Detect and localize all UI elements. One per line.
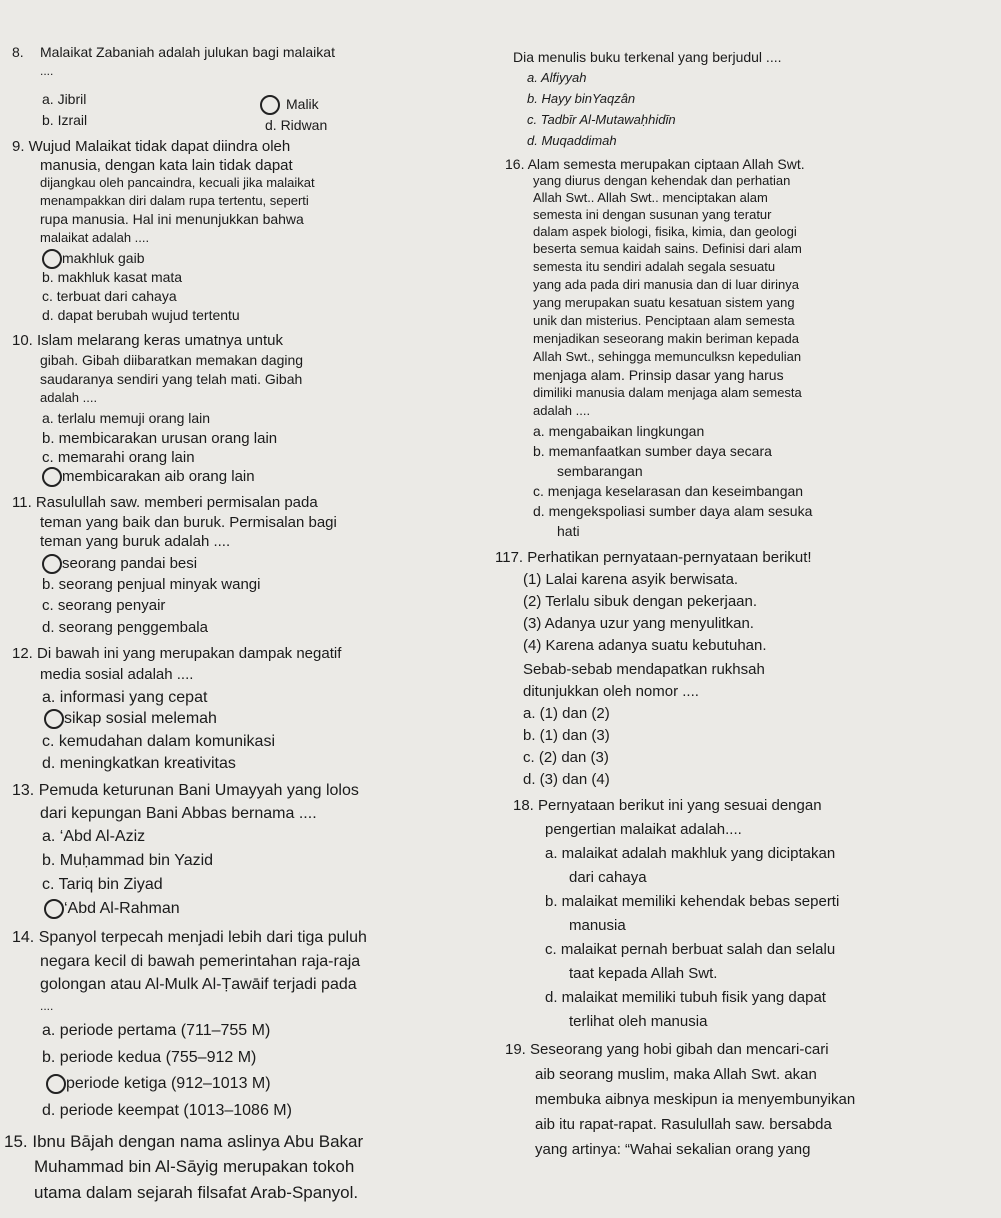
text-line: dalam aspek biologi, fisika, kimia, dan geologi (533, 224, 797, 239)
text-line: yang diurus dengan kehendak dan perhatian (533, 173, 791, 188)
text-line: beserta semua kaidah sains. Definisi dari alam (533, 241, 802, 256)
text-line: dari kepungan Bani Abbas bernama .... (40, 805, 317, 822)
text-line: yang merupakan suatu kesatuan sistem yang (533, 295, 795, 310)
text-line: d. mengekspoliasi sumber daya alam sesuka (533, 503, 813, 519)
text-line: c. Tadbīr Al-Mutawaḥhidīn (527, 112, 676, 127)
text-line: 12. Di bawah ini yang merupakan dampak negatif (12, 645, 342, 662)
text-line: menjadikan seseorang makin beriman kepada (533, 331, 799, 346)
text-line: golongan atau Al-Mulk Al-Ṭawāif terjadi pada (40, 976, 357, 993)
text-line: sikap sosial melemah (64, 710, 217, 727)
answer-mark (42, 249, 62, 269)
text-line: Malik (286, 96, 319, 112)
text-line: 14. Spanyol terpecah menjadi lebih dari tiga puluh (12, 929, 367, 946)
text-line: menjaga alam. Prinsip dasar yang harus (533, 367, 784, 383)
text-line: Dia menulis buku terkenal yang berjudul .... (513, 49, 782, 65)
text-line: .... (40, 999, 54, 1013)
text-line: yang artinya: “Wahai sekalian orang yang (535, 1141, 811, 1158)
text-line: .... (40, 64, 54, 78)
text-line: b. periode kedua (755–912 M) (42, 1049, 257, 1066)
text-line: 8. (12, 44, 24, 60)
text-line: manusia (569, 917, 626, 934)
text-line: a. informasi yang cepat (42, 689, 208, 706)
text-line: c. memarahi orang lain (42, 449, 195, 466)
text-line: teman yang buruk adalah .... (40, 533, 231, 550)
text-line: sembarangan (557, 463, 643, 479)
text-line: a. ‘Abd Al-Aziz (42, 828, 146, 845)
text-line: (1) Lalai karena asyik berwisata. (523, 571, 739, 588)
text-line: b. malaikat memiliki kehendak bebas seperti (545, 893, 840, 910)
text-line: c. kemudahan dalam komunikasi (42, 733, 276, 750)
text-line: makhluk gaib (62, 250, 145, 266)
text-line: dari cahaya (569, 869, 647, 886)
text-line: dimiliki manusia dalam menjaga alam semesta (533, 385, 802, 400)
text-line: a. (1) dan (2) (523, 705, 610, 722)
text-line: (3) Adanya uzur yang menyulitkan. (523, 615, 754, 632)
text-line: d. meningkatkan kreativitas (42, 755, 236, 772)
text-line: b. Izrail (42, 112, 88, 128)
text-line: aib itu rapat-rapat. Rasulullah saw. bersabda (535, 1116, 832, 1133)
text-line: hati (557, 523, 580, 539)
text-line: b. Muḥammad bin Yazid (42, 852, 214, 869)
text-line: utama dalam sejarah filsafat Arab-Spanyol. (34, 1183, 359, 1202)
answer-mark (42, 554, 62, 574)
text-line: Allah Swt.. Allah Swt.. menciptakan alam (533, 190, 768, 205)
text-line: b. memanfaatkan sumber daya secara (533, 443, 772, 459)
text-line: c. malaikat pernah berbuat salah dan selalu (545, 941, 836, 958)
text-line: d. malaikat memiliki tubuh fisik yang dapat (545, 989, 826, 1006)
text-line: a. mengabaikan lingkungan (533, 423, 705, 439)
text-line: c. terbuat dari cahaya (42, 288, 177, 304)
text-line: Muhammad bin Al-Sāyig merupakan tokoh (34, 1157, 355, 1176)
text-line: c. menjaga keselarasan dan keseimbangan (533, 483, 804, 499)
text-line: membuka aibnya meskipun ia menyembunyikan (535, 1091, 856, 1108)
text-line: 19. Seseorang yang hobi gibah dan mencari-cari (505, 1041, 829, 1058)
text-line: ‘Abd Al-Rahman (64, 900, 180, 917)
text-line: gibah. Gibah diibaratkan memakan daging (40, 352, 304, 368)
text-line: d. dapat berubah wujud tertentu (42, 307, 240, 323)
text-line: 117. Perhatikan pernyataan-pernyataan berikut! (495, 549, 812, 566)
text-line: malaikat adalah .... (40, 230, 150, 245)
text-line: b. membicarakan urusan orang lain (42, 430, 278, 447)
text-line: a. Jibril (42, 91, 87, 107)
text-line: saudaranya sendiri yang telah mati. Gibah (40, 371, 303, 387)
text-line: semesta ini dengan susunan yang teratur (533, 207, 772, 222)
text-line: menampakkan diri dalam rupa tertentu, seperti (40, 193, 309, 208)
text-line: membicarakan aib orang lain (62, 468, 255, 485)
text-line: (2) Terlalu sibuk dengan pekerjaan. (523, 593, 758, 610)
text-line: media sosial adalah .... (40, 666, 194, 683)
text-line: manusia, dengan kata lain tidak dapat (40, 157, 293, 174)
text-line: teman yang baik dan buruk. Permisalan bagi (40, 514, 337, 531)
text-line: seorang pandai besi (62, 555, 198, 572)
text-line: a. Alfiyyah (527, 70, 587, 85)
text-line: periode ketiga (912–1013 M) (66, 1075, 271, 1092)
answer-mark (44, 899, 64, 919)
text-line: 11. Rasulullah saw. memberi permisalan pada (12, 494, 318, 511)
text-line: adalah .... (40, 390, 98, 405)
text-line: dijangkau oleh pancaindra, kecuali jika malaikat (40, 175, 315, 190)
text-line: a. periode pertama (711–755 M) (42, 1022, 271, 1039)
text-line: Sebab-sebab mendapatkan rukhsah (523, 661, 765, 678)
text-line: 9. Wujud Malaikat tidak dapat diindra oleh (12, 138, 291, 155)
answer-mark (46, 1074, 66, 1094)
text-line: 16. Alam semesta merupakan ciptaan Allah Swt. (505, 156, 805, 172)
answer-mark (44, 709, 64, 729)
text-line: d. Muqaddimah (527, 133, 617, 148)
text-line: a. malaikat adalah makhluk yang diciptakan (545, 845, 836, 862)
text-line: d. periode keempat (1013–1086 M) (42, 1102, 292, 1119)
text-line: c. Tariq bin Ziyad (42, 876, 163, 893)
text-line: ditunjukkan oleh nomor .... (523, 683, 699, 700)
text-line: taat kepada Allah Swt. (569, 965, 718, 982)
text-line: b. (1) dan (3) (523, 727, 610, 744)
text-line: pengertian malaikat adalah.... (545, 821, 742, 838)
text-line: aib seorang muslim, maka Allah Swt. akan (535, 1066, 817, 1083)
text-line: c. seorang penyair (42, 597, 166, 614)
text-line: Malaikat Zabaniah adalah julukan bagi malaikat (40, 44, 335, 60)
answer-mark (42, 467, 62, 487)
text-line: adalah .... (533, 403, 591, 418)
text-line: a. terlalu memuji orang lain (42, 410, 211, 426)
text-line: b. seorang penjual minyak wangi (42, 576, 261, 593)
text-line: d. seorang penggembala (42, 619, 208, 636)
text-line: b. makhluk kasat mata (42, 269, 183, 285)
text-line: 18. Pernyataan berikut ini yang sesuai dengan (513, 797, 822, 814)
text-line: (4) Karena adanya suatu kebutuhan. (523, 637, 767, 654)
text-line: 15. Ibnu Bājah dengan nama aslinya Abu Bakar (4, 1132, 364, 1151)
text-line: d. Ridwan (265, 117, 328, 133)
answer-mark (260, 95, 280, 115)
text-line: Allah Swt., sehingga memunculksn kepedulian (533, 349, 802, 364)
text-line: c. (2) dan (3) (523, 749, 609, 766)
text-line: negara kecil di bawah pemerintahan raja-raja (40, 953, 361, 970)
text-line: semesta itu sendiri adalah segala sesuatu (533, 259, 776, 274)
text-line: unik dan misterius. Penciptaan alam semesta (533, 313, 795, 328)
text-line: d. (3) dan (4) (523, 771, 610, 788)
text-line: terlihat oleh manusia (569, 1013, 708, 1030)
text-line: 10. Islam melarang keras umatnya untuk (12, 332, 283, 349)
text-line: b. Hayy binYaqzân (527, 91, 636, 106)
text-line: yang ada pada diri manusia dan di luar dirinya (533, 277, 799, 292)
text-line: 13. Pemuda keturunan Bani Umayyah yang lolos (12, 782, 359, 799)
text-line: rupa manusia. Hal ini menunjukkan bahwa (40, 211, 304, 227)
